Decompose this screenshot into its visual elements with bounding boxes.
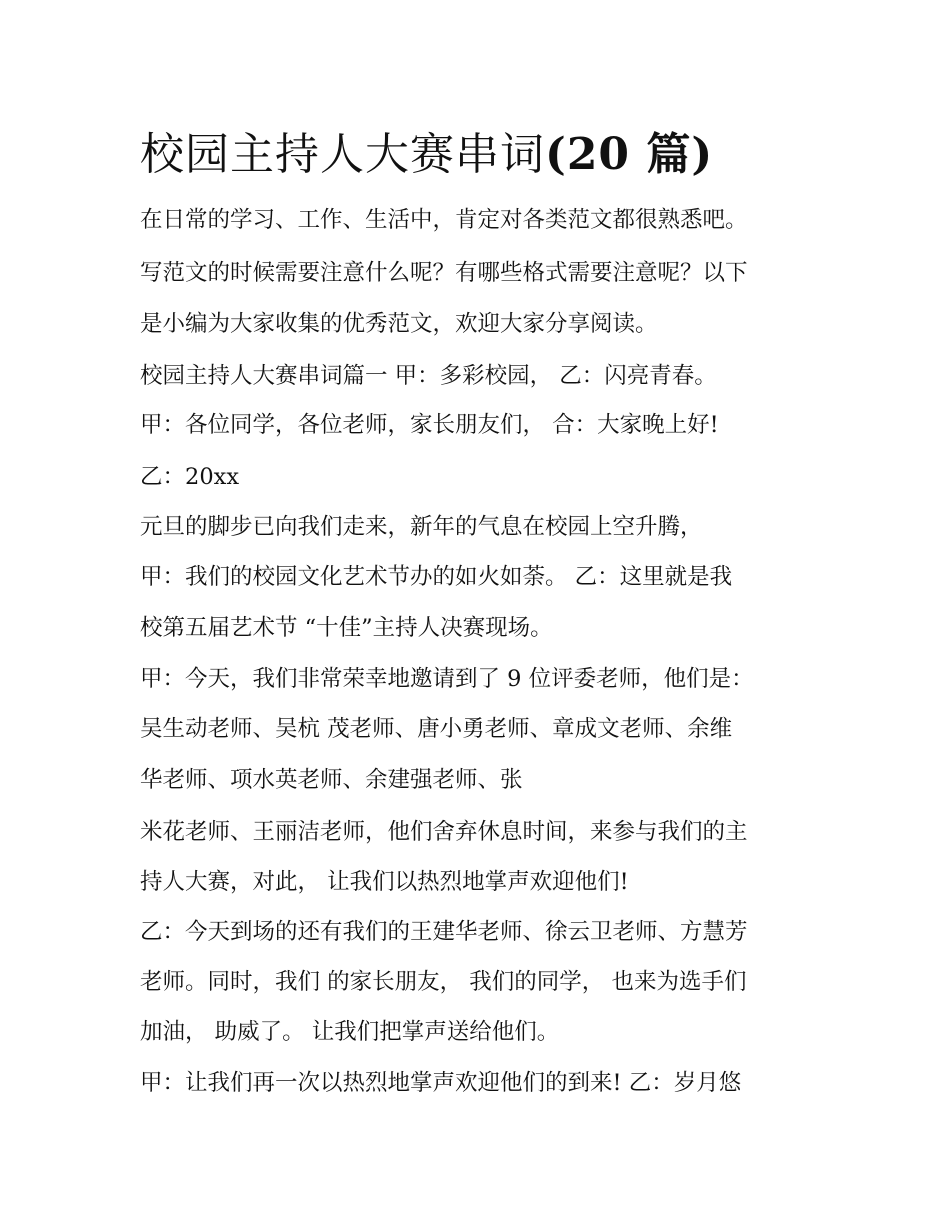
body-line: 米花老师、王丽洁老师，他们舍弃休息时间，来参与我们的主 [140, 819, 748, 845]
body-line: 甲：今天，我们非常荣幸地邀请到了 9 位评委老师，他们是： [140, 666, 754, 692]
body-line: 老师。同时，我们 的家长朋友， 我们的同学， 也来为选手们 [140, 969, 747, 995]
title-suffix: (20 篇) [545, 129, 714, 180]
body-line: 写范文的时候需要注意什么呢？有哪些格式需要注意呢？以下 [140, 260, 748, 286]
body-line: 加油， 助威了。 让我们把掌声送给他们。 [140, 1019, 560, 1045]
document-title [140, 118, 713, 182]
body-line: 持人大赛，对此， 让我们以热烈地掌声欢迎他们! [140, 869, 629, 895]
body-line: 吴生动老师、吴杭 茂老师、唐小勇老师、章成文老师、余维 [140, 716, 733, 742]
body-line: 在日常的学习、工作、生活中，肯定对各类范文都很熟悉吧。 [140, 207, 748, 233]
body-line: 甲：让我们再一次以热烈地掌声欢迎他们的到来! 乙：岁月悠 [140, 1070, 742, 1096]
body-line: 是小编为大家收集的优秀范文，欢迎大家分享阅读。 [140, 311, 658, 337]
body-line: 元旦的脚步已向我们走来，新年的气息在校园上空升腾， [140, 514, 703, 540]
title-main: 校园主持人大赛串词 [140, 129, 545, 180]
body-line: 校园主持人大赛串词篇一 甲：多彩校园， 乙：闪亮青春。 [140, 363, 717, 389]
body-line: 甲：我们的校园文化艺术节办的如火如荼。 乙：这里就是我 [140, 564, 733, 590]
body-line: 校第五届艺术节 “十佳”主持人决赛现场。 [140, 615, 553, 641]
body-line: 华老师、项水英老师、余建强老师、张 [140, 767, 523, 793]
body-line: 甲：各位同学，各位老师，家长朋友们， 合：大家晚上好! [140, 412, 719, 438]
body-line: 乙：今天到场的还有我们的王建华老师、徐云卫老师、方慧芳 [140, 919, 748, 945]
body-line: 乙：20xx [140, 464, 240, 490]
